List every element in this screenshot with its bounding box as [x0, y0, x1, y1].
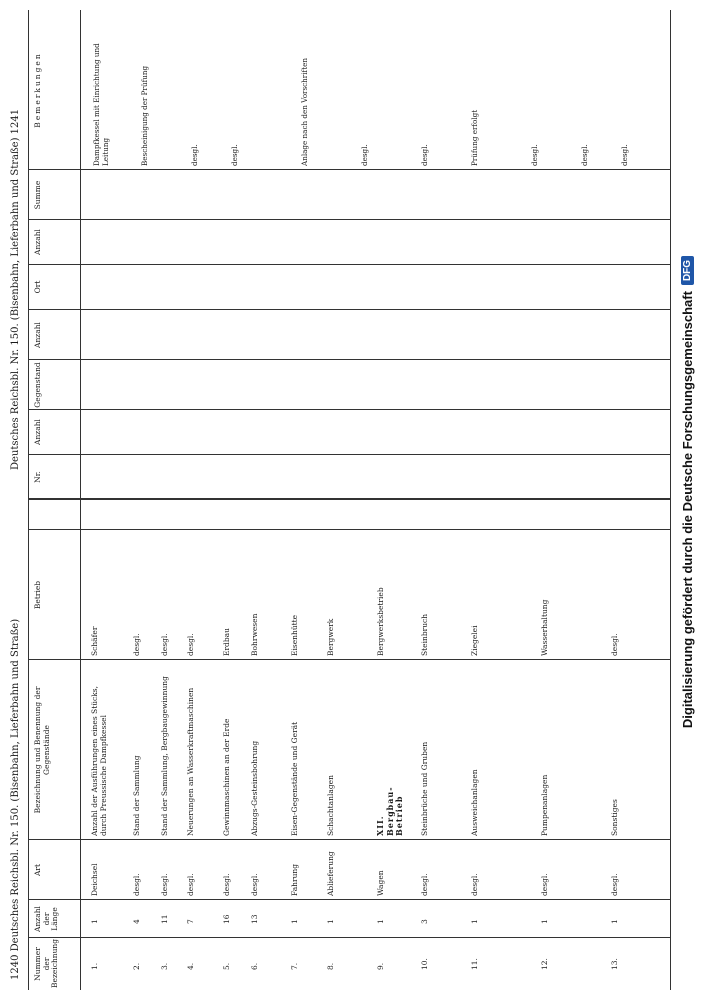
row-betrieb: desgl.: [160, 633, 169, 656]
row-count: 1: [610, 919, 619, 924]
page-header-right: Deutsches Reichsbl. Nr. 150. (Bisenbahn, Lieferbahn und Straße) 1241: [10, 108, 21, 470]
row-number: 3.: [160, 962, 169, 970]
remark-item: desgl.: [420, 144, 429, 166]
row-betrieb: desgl.: [132, 633, 141, 656]
row-description: Anzahl der Ausführungen eines Stücks, durch Preussische Dampfkessel: [90, 685, 109, 836]
row-art: Deichsel: [90, 863, 99, 896]
row-description: Neuerungen an Wasserkraftmaschinen: [186, 687, 195, 836]
col-header: Anzahl: [33, 322, 42, 348]
row-count: 4: [132, 919, 141, 924]
row-betrieb: Wasserhaltung: [540, 599, 549, 656]
row-count: 1: [376, 919, 385, 924]
column-header-rule: [80, 10, 81, 990]
row-number: 6.: [250, 962, 259, 970]
row-description: Stand der Sammlung, Bergbaugewinnung: [160, 676, 169, 836]
row-art: Fahrung: [290, 863, 299, 896]
row-description: Abzugs-Gesteinsbohrung: [250, 740, 259, 836]
remark-item: desgl.: [360, 144, 369, 166]
section-title: XII. Bergbau-Betrieb: [375, 786, 405, 836]
remark-item: Anlage nach den Vorschriften: [300, 58, 309, 166]
col-rule: [28, 839, 670, 840]
col-header: Betrieb: [33, 580, 42, 610]
remark-item: desgl.: [620, 144, 629, 166]
col-rule: [28, 659, 670, 660]
col-rule: [28, 454, 670, 455]
col-rule: [28, 899, 670, 900]
row-count: 1: [290, 919, 299, 924]
row-art: desgl.: [420, 873, 429, 896]
row-betrieb: Ziegelei: [470, 625, 479, 656]
row-count: 1: [470, 919, 479, 924]
row-count: 16: [222, 914, 231, 924]
row-number: 11.: [470, 958, 479, 970]
col-rule: [28, 309, 670, 310]
col-rule: [28, 169, 670, 170]
remark-item: Bescheinigung der Prüfung: [140, 65, 149, 166]
row-description: Gewinnmaschinen an der Erde: [222, 718, 231, 836]
row-count: 11: [160, 914, 169, 924]
col-header: Bezeichnung und Benennung der Gegenstände: [33, 686, 51, 814]
row-description: Pumpenanlagen: [540, 774, 549, 836]
row-betrieb: desgl.: [186, 633, 195, 656]
watermark-text: Digitalisierung gefördert durch die Deutsche Forschungsgemeinschaft: [679, 291, 695, 729]
row-number: 10.: [420, 958, 429, 970]
col-header: Anzahl: [33, 229, 42, 255]
row-number: 5.: [222, 962, 231, 970]
row-number: 7.: [290, 962, 299, 970]
watermark: [677, 0, 707, 1000]
col-header: Gegenstand: [33, 362, 42, 408]
row-number: 2.: [132, 962, 141, 970]
remark-item: Dampfkessel mit Einrichtung und Leitung: [92, 43, 111, 166]
remark-item: desgl.: [230, 144, 239, 166]
row-number: 1.: [90, 962, 99, 970]
bottom-rule: [670, 10, 671, 990]
col-header: Anzahl: [33, 419, 42, 445]
row-description: Ausweichanlagen: [470, 769, 479, 836]
row-betrieb: Bergwerk: [326, 618, 335, 656]
col-rule: [28, 529, 670, 530]
row-art: desgl.: [540, 873, 549, 896]
row-betrieb: Schäfer: [90, 626, 99, 656]
remark-item: Prüfung erfolgt: [470, 109, 479, 166]
remark-item: desgl.: [580, 144, 589, 166]
col-header: Anzahl der Länge: [33, 906, 60, 932]
row-art: Ablieferung: [326, 851, 335, 896]
center-rule: [28, 498, 670, 500]
row-count: 1: [540, 919, 549, 924]
dfg-logo: DFG: [681, 256, 694, 285]
row-description: Sonstiges: [610, 799, 619, 836]
col-header: Nummer der Bezeichnung: [33, 938, 60, 988]
row-count: 3: [420, 919, 429, 924]
row-art: desgl.: [250, 873, 259, 896]
row-description: Schachtanlagen: [326, 775, 335, 836]
row-number: 4.: [186, 962, 195, 970]
col-header: Summe: [33, 180, 42, 210]
row-number: 13.: [610, 958, 619, 970]
remark-item: desgl.: [190, 144, 199, 166]
col-rule: [28, 937, 670, 938]
col-rule: [28, 409, 670, 410]
row-art: desgl.: [132, 873, 141, 896]
col-rule: [28, 219, 670, 220]
row-betrieb: Erdbau: [222, 628, 231, 656]
row-number: 9.: [376, 962, 385, 970]
page-header-left: 1240 Deutsches Reichsbl. Nr. 150. (Bisenbahn, Lieferbahn und Straße): [10, 618, 21, 980]
row-art: Wagen: [376, 870, 385, 896]
row-number: 12.: [540, 958, 549, 970]
row-betrieb: desgl.: [610, 633, 619, 656]
remark-item: desgl.: [530, 144, 539, 166]
row-count: 1: [90, 919, 99, 924]
row-number: 8.: [326, 962, 335, 970]
col-rule: [28, 264, 670, 265]
row-art: desgl.: [610, 873, 619, 896]
col-rule: [28, 359, 670, 360]
remarks-header: Bemerkungen: [33, 52, 42, 128]
row-art: desgl.: [222, 873, 231, 896]
row-description: Steinbrüche und Gruben: [420, 741, 429, 836]
row-betrieb: Eisenhütte: [290, 614, 299, 656]
header-rule: [28, 10, 29, 990]
row-betrieb: Bohrwesen: [250, 613, 259, 656]
row-count: 1: [326, 919, 335, 924]
row-count: 7: [186, 919, 195, 924]
row-betrieb: Bergwerksbetrieb: [376, 587, 385, 656]
row-description: Stand der Sammlung: [132, 755, 141, 836]
col-header: Art: [33, 864, 42, 877]
row-art: desgl.: [160, 873, 169, 896]
row-art: desgl.: [186, 873, 195, 896]
col-header: Nr.: [33, 471, 42, 483]
row-description: Eisen-Gegenstände und Gerät: [290, 721, 299, 836]
row-count: 13: [250, 914, 259, 924]
col-header: Ort: [33, 280, 42, 294]
row-betrieb: Steinbruch: [420, 613, 429, 656]
row-art: desgl.: [470, 873, 479, 896]
